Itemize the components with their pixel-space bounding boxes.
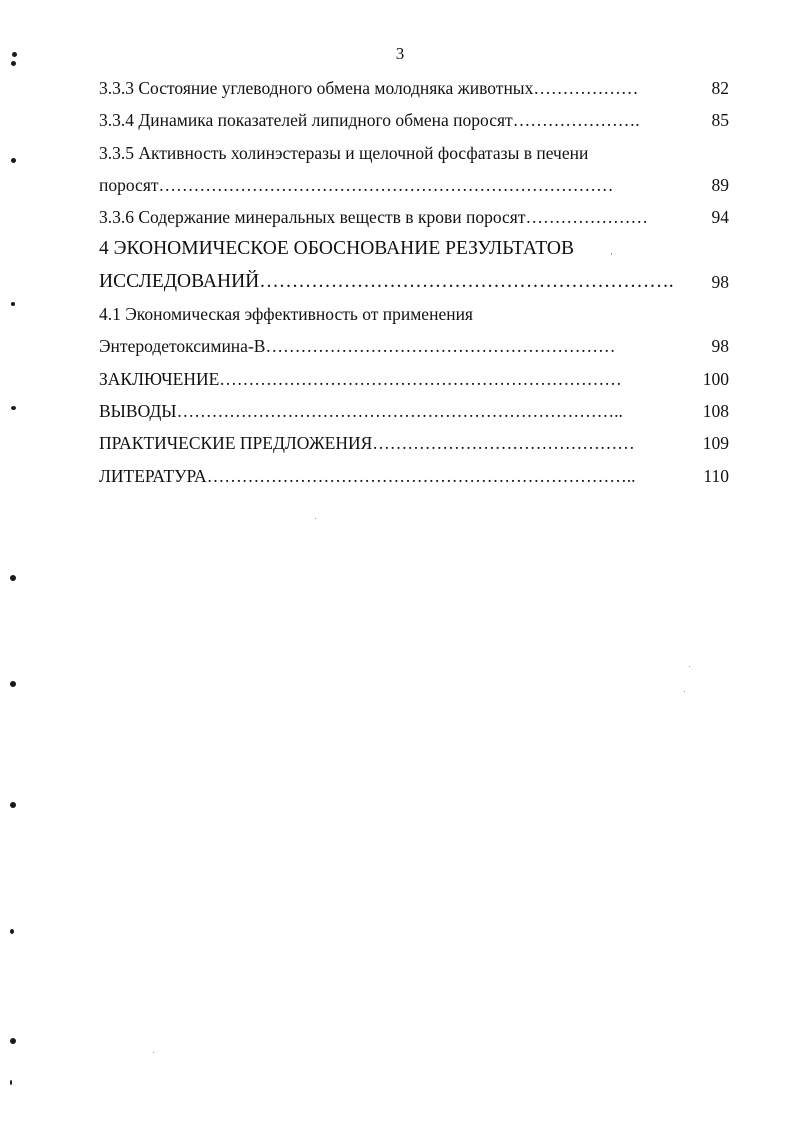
toc-entry [99, 330, 729, 362]
toc-entry [99, 169, 729, 201]
toc-entry-page: 109 [702, 433, 729, 454]
toc-entry-title: ПРАКТИЧЕСКИЕ ПРЕДЛОЖЕНИЯ……………………………………… [99, 433, 635, 454]
toc-entry-page: 98 [711, 336, 729, 357]
margin-mark [10, 929, 14, 934]
scan-speck [689, 666, 690, 667]
toc-entry-title: ЛИТЕРАТУРА……………………………………………………………….. [99, 465, 636, 486]
toc-entry-page: 89 [711, 174, 729, 195]
toc-entry-title: 3.3.6 Содержание минеральных веществ в крови поросят………………… [99, 207, 648, 228]
margin-mark [10, 1080, 12, 1085]
margin-mark [10, 1038, 16, 1044]
margin-mark [11, 158, 16, 163]
toc-entry [99, 427, 729, 459]
margin-mark [10, 802, 16, 808]
toc-entry-page: 82 [711, 78, 729, 98]
toc-entry-title: ЗАКЛЮЧЕНИЕ…………………………………………………………… [99, 368, 622, 389]
margin-mark [11, 406, 16, 410]
scan-speck [153, 1052, 154, 1053]
toc-entry-title: Энтеродетоксимина-В…………………………………………………… [99, 336, 616, 357]
toc-entry [99, 72, 729, 104]
toc-entry-page: 108 [702, 400, 729, 421]
toc-entry-title: 4.1 Экономическая эффективность от применения [99, 304, 473, 325]
margin-mark [12, 52, 17, 57]
toc-entry [99, 460, 729, 492]
table-of-contents [99, 72, 729, 492]
margin-mark [11, 61, 16, 66]
toc-entry-title: 3.3.5 Активность холинэстеразы и щелочной фосфатазы в печени [99, 142, 589, 163]
toc-entry [99, 363, 729, 395]
toc-entry [99, 298, 729, 330]
toc-entry-title: 3.3.3 Состояние углеводного обмена молодняка животных……………… [99, 78, 639, 98]
scan-speck [684, 691, 685, 692]
toc-entry-title: 3.3.4 Динамика показателей липидного обмена поросят…………………. [99, 110, 640, 131]
margin-mark [11, 302, 15, 306]
toc-entry-page: 110 [703, 465, 729, 486]
toc-entry-page: 98 [711, 271, 729, 292]
toc-entry-title: ИССЛЕДОВАНИЙ………………………………………………………. [99, 270, 674, 292]
toc-entry-title: поросят…………………………………………………………………… [99, 174, 614, 195]
margin-mark [10, 681, 16, 687]
scan-speck [315, 518, 316, 519]
page-number: 3 [395, 44, 405, 63]
toc-entry-title: 4 ЭКОНОМИЧЕСКОЕ ОБОСНОВАНИЕ РЕЗУЛЬТАТОВ [99, 238, 575, 260]
toc-entry [99, 201, 729, 233]
toc-entry [99, 266, 729, 298]
toc-entry-page: 100 [702, 368, 729, 389]
toc-entry-page: 85 [711, 110, 729, 131]
toc-entry [99, 137, 729, 169]
toc-entry-title: ВЫВОДЫ………………………………………………………………….. [99, 400, 623, 421]
toc-entry [99, 395, 729, 427]
toc-entry [99, 104, 729, 136]
margin-mark [10, 575, 16, 581]
toc-entry-page: 94 [711, 207, 729, 228]
toc-entry [99, 233, 729, 265]
